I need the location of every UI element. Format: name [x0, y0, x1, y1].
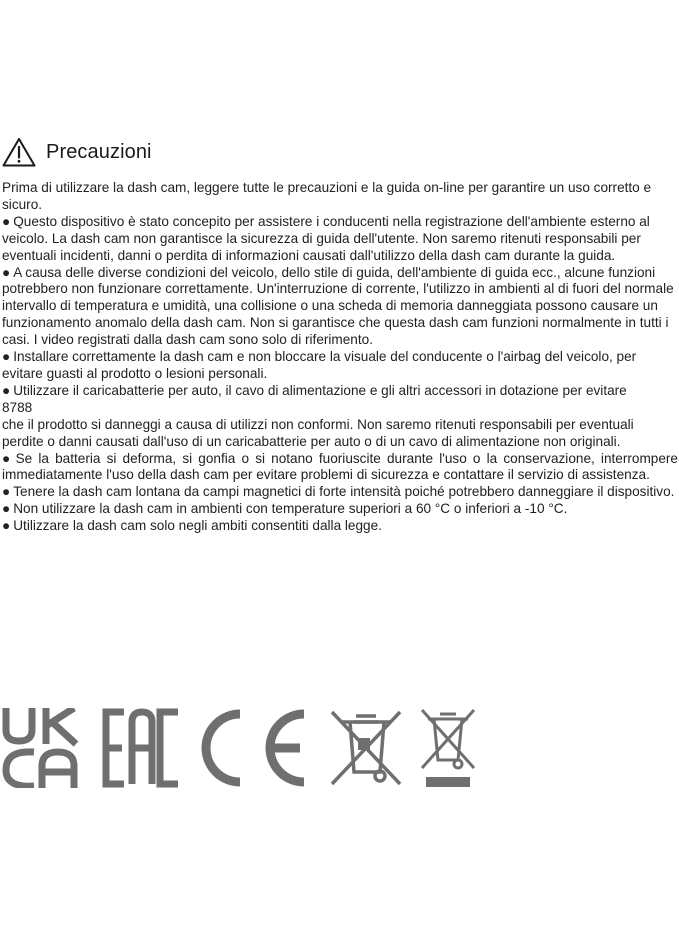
section-heading: [2, 137, 152, 167]
list-item: [2, 349, 678, 383]
weee-bin-icon: [328, 708, 404, 788]
certification-marks: [0, 705, 679, 795]
intro-paragraph: Prima di utilizzare la dash cam, leggere tutte le precauzioni e la guida on-line per garantire un uso corretto e sicuro.: [2, 180, 652, 212]
list-item: [2, 451, 678, 485]
bullet-icon: ●: [2, 349, 11, 365]
bullet-icon: ●: [2, 382, 11, 398]
list-item-text: Se la batteria si deforma, si gonfia o si notano fuoriuscite durante l'uso o la conservazione, interrompere immediatamente l'uso della dash cam per evitare problemi di sicurezza e contattare il servizio di assistenza.: [2, 450, 678, 483]
list-item: [2, 518, 678, 535]
ukca-mark-icon: [2, 708, 80, 788]
list-item-text: Utilizzare il caricabatterie per auto, il cavo di alimentazione e gli altri accessori in dotazione per evitare: [13, 382, 627, 398]
bullet-icon: ●: [2, 450, 13, 466]
code-line: 8788: [2, 399, 33, 415]
precautions-text: [2, 180, 678, 535]
bullet-icon: ●: [2, 264, 11, 280]
list-item-text: Non utilizzare la dash cam in ambienti con temperature superiori a 60 °C o inferiori a -10 °C.: [13, 501, 568, 517]
list-item: [2, 265, 678, 350]
list-item: [2, 501, 678, 518]
warning-triangle-icon: [2, 137, 36, 167]
list-item: [2, 214, 678, 265]
list-item: [2, 383, 678, 400]
ce-mark-icon: [200, 708, 312, 788]
list-item-text: Questo dispositivo è stato concepito per assistere i conducenti nella registrazione dell'ambiente esterno al veicolo. La dash cam non garantisce la sicurezza di guida dell'utente. Non saremo ritenuti responsabili per eventuali incidenti, danni o perdita di informazioni causati dall'utilizzo della dash cam durante la guida.: [2, 213, 650, 263]
list-item-text: A causa delle diverse condizioni del veicolo, dello stile di guida, dell'ambiente di guida ecc., alcune funzioni potrebbero non funzionare correttamente. Un'interruzione di corrente, l'utilizzo in ambienti al di fuori del normale intervallo di temperatura e umidità, una collisione o una scheda di memoria danneggiata possono causare un funzionamento anomalo della dash cam. Non si garantisce che questa dash cam funzioni normalmente in tutti i casi. I video registrati dalla dash cam sono solo di riferimento.: [2, 264, 674, 348]
bullet-icon: ●: [2, 213, 11, 229]
page-title: Precauzioni: [46, 140, 152, 163]
bullet-icon: ●: [2, 518, 11, 534]
list-item: [2, 484, 678, 501]
weee-bin-bar-icon: [418, 708, 478, 792]
list-item-text: Installare correttamente la dash cam e non bloccare la visuale del conducente o l'airbag del veicolo, per evitare guasti al prodotto o lesioni personali.: [2, 349, 637, 381]
eac-mark-icon: [102, 708, 182, 788]
bullet-icon: ●: [2, 484, 11, 500]
continuation-paragraph: che il prodotto si danneggi a causa di utilizzi non conformi. Non saremo ritenuti responsabili per eventuali perdite o danni causati dall'uso di un caricabatterie per auto o di un cavo di alimentazione non originali.: [2, 416, 634, 449]
list-item-text: Utilizzare la dash cam solo negli ambiti consentiti dalla legge.: [13, 518, 382, 534]
list-item-text: Tenere la dash cam lontana da campi magnetici di forte intensità poiché potrebbero danneggiare il dispositivo.: [13, 484, 675, 500]
bullet-icon: ●: [2, 501, 11, 517]
